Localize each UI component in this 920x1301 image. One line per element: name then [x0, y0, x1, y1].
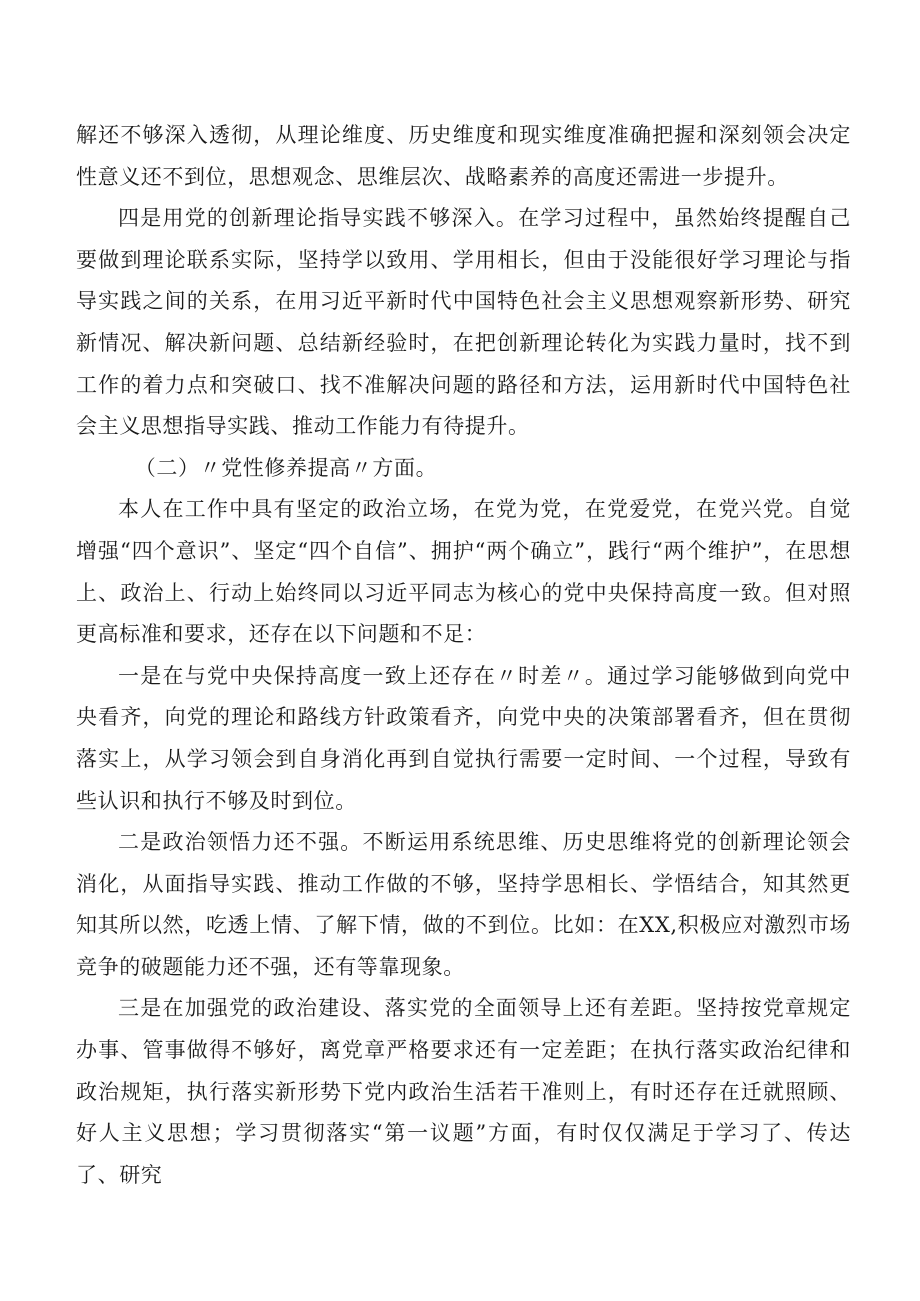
section-heading-party-spirit: （二）〃党性修养提高〃方面。	[134, 455, 438, 480]
paragraph-point-two: 二是政治领悟力还不强。不断运用系统思维、历史思维将党的创新理论领会消化，从面指导实践、推动工作做的不够，坚持学思相长、学悟结合，知其然更知其所以然，吃透上情、了解下情，做的不到位。比如：在XX,积极应对激烈市场竞争的破题能力还不强，还有等靠现象。	[76, 830, 851, 979]
document-body	[76, 115, 851, 1196]
paragraph-continuation: 解还不够深入透彻，从理论维度、历史维度和现实维度准确把握和深刻领会决定性意义还不到位，思想观念、思维层次、战略素养的高度还需进一步提升。	[76, 123, 851, 189]
paragraph-point-four: 四是用党的创新理论指导实践不够深入。在学习过程中，虽然始终提醒自己要做到理论联系实际，坚持学以致用、学用相长，但由于没能很好学习理论与指导实践之间的关系，在用习近平新时代中国特色社会主义思想观察新形势、研究新情况、解决新问题、总结新经验时，在把创新理论转化为实践力量时，找不到工作的着力点和突破口、找不准解决问题的路径和方法，运用新时代中国特色社会主义思想指导实践、推动工作能力有待提升。	[76, 206, 851, 439]
paragraph-point-three: 三是在加强党的政治建设、落实党的全面领导上还有差距。坚持按党章规定办事、管事做得不够好，离党章严格要求还有一定差距；在执行落实政治纪律和政治规矩，执行落实新形势下党内政治生活若干准则上，有时还存在迁就照顾、好人主义思想；学习贯彻落实“第一议题”方面，有时仅仅满足于学习了、传达了、研究	[76, 996, 851, 1187]
paragraph-political-stance: 本人在工作中具有坚定的政治立场，在党为党，在党爱党，在党兴党。自觉增强“四个意识”、坚定“四个自信”、拥护“两个确立”，践行“两个维护”，在思想上、政治上、行动上始终同以习近平同志为核心的党中央保持高度一致。但对照更高标准和要求，还存在以下问题和不足：	[76, 497, 851, 647]
paragraph-point-one: 一是在与党中央保持高度一致上还存在〃时差〃。通过学习能够做到向党中央看齐，向党的理论和路线方针政策看齐，向党中央的决策部署看齐，但在贯彻落实上，从学习领会到自身消化再到自觉执行需要一定时间、一个过程，导致有些认识和执行不够及时到位。	[76, 663, 851, 813]
